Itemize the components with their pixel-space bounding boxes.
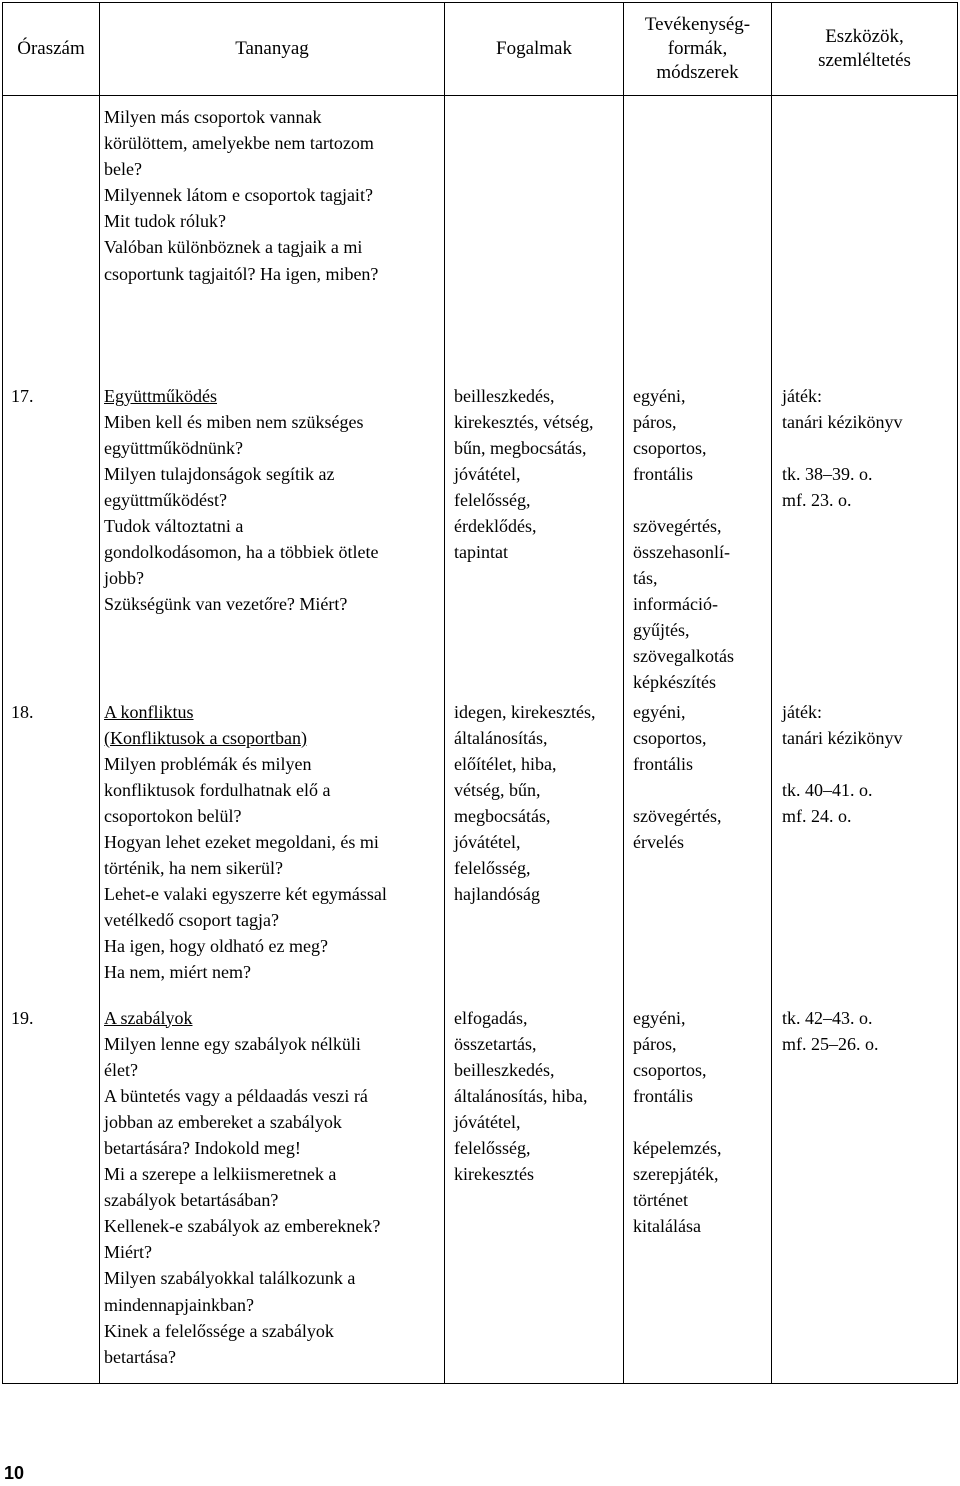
header-fogalmak: Fogalmak [445,3,624,96]
tananyag-line: jobban az embereket a szabályok [104,1111,342,1132]
tananyag-line: Mit tudok róluk? [104,211,226,232]
modszer-line: szövegalkotás [633,646,734,667]
modszerek-cell [624,96,772,383]
tananyag-line: Milyen problémák és milyen [104,753,312,774]
modszer-line: csoportos, [633,1059,707,1080]
row-number: 17. [11,385,34,406]
header-line: Tevékenység- [644,14,751,35]
tananyag-line: szabályok betartásában? [104,1190,279,1211]
eszkozok-cell [772,383,958,699]
tananyag-line: vetélkedő csoport tagja? [104,910,279,931]
tananyag-line: Milyen más csoportok vannak [104,107,322,127]
modszer-line: egyéni, [633,1007,686,1028]
header-line: Eszközök, [825,26,904,47]
eszkoz-line: mf. 24. o. [782,805,852,826]
tananyag-line: csoportunk tagjaitól? Ha igen, miben? [104,263,379,284]
header-modszerek [624,3,772,96]
tananyag-line: Miben kell és miben nem szükséges [104,411,364,432]
tananyag-line: Milyen szabályokkal találkozunk a [104,1268,356,1289]
fogalom-line: beilleszkedés, [454,385,555,406]
fogalmak-cell [445,383,624,699]
tananyag-line: együttműködést? [104,489,227,510]
eszkoz-line: tanári kézikönyv [782,411,903,432]
modszer-line: történet [633,1190,688,1211]
eszkoz-line: játék: [782,385,822,406]
table-row [3,383,958,699]
row-number [3,96,100,383]
header-line: formák, [667,38,728,59]
fogalom-line: jóvátétel, [454,1111,521,1132]
table-row [3,96,958,383]
tananyag-line: Kinek a felelőssége a szabályok [104,1320,334,1341]
fogalom-line: felelősség, [454,1137,531,1158]
tananyag-cell [100,1005,445,1384]
tananyag-line: körülöttem, amelyekbe nem tartozom [104,133,374,154]
tananyag-line: betartása? [104,1346,176,1367]
modszer-line: érvelés [633,831,684,852]
tananyag-line: betartására? Indokold meg! [104,1137,301,1158]
tananyag-line: Milyen tulajdonságok segítik az [104,463,335,484]
fogalom-line: kirekesztés, vétség, [454,411,594,432]
table-row [3,699,958,1005]
modszer-line: frontális [633,1085,693,1106]
tananyag-line: mindennapjainkban? [104,1294,254,1315]
fogalmak-cell [445,1005,624,1384]
fogalom-line: kirekesztés [454,1164,534,1185]
modszer-line: szövegértés, [633,805,722,826]
modszer-line: szerepjáték, [633,1163,719,1184]
modszer-line: egyéni, [633,701,686,722]
tananyag-line: jobb? [104,568,144,589]
fogalom-line: idegen, kirekesztés, [454,701,596,722]
spacer [782,435,953,461]
fogalom-line: megbocsátás, [454,805,551,826]
tananyag-line: Milyen lenne egy szabályok nélküli [104,1033,361,1054]
modszer-line: gyűjtés, [633,620,690,641]
header-line: módszerek [656,62,739,83]
header-tananyag: Tananyag [100,3,445,96]
header-oraszam: Óraszám [3,3,100,96]
eszkoz-line: mf. 25–26. o. [782,1033,879,1054]
tananyag-line: A büntetés vagy a példaadás veszi rá [104,1085,368,1106]
fogalom-line: felelősség, [454,858,531,879]
modszer-line: egyéni, [633,385,686,406]
tananyag-line: Szükségünk van vezetőre? Miért? [104,594,348,615]
eszkozok-cell [772,1005,958,1384]
eszkozok-cell [772,96,958,383]
modszerek-cell [624,383,772,699]
tananyag-cell [100,383,445,699]
modszer-line: frontális [633,753,693,774]
eszkozok-cell [772,699,958,1005]
spacer [782,751,953,777]
modszer-line: csoportos, [633,727,707,748]
modszer-line: képkészítés [633,672,716,693]
eszkoz-line: tk. 42–43. o. [782,1007,873,1028]
fogalom-line: hajlandóság [454,884,540,905]
modszer-line: páros, [633,411,677,432]
spacer [633,777,767,803]
tananyag-line: gondolkodásomon, ha a többiek ötlete [104,542,379,563]
row-number: 18. [11,701,34,722]
fogalom-line: jóvátétel, [454,463,521,484]
fogalom-line: vétség, bűn, [454,779,541,800]
lesson-title: A szabályok [104,1007,193,1028]
fogalom-line: elfogadás, [454,1007,528,1028]
modszer-line: frontális [633,463,693,484]
fogalmak-cell [445,96,624,383]
tananyag-line: Mi a szerepe a lelkiismeretnek a [104,1164,337,1185]
modszerek-cell [624,699,772,1005]
modszer-line: kitalálása [633,1216,701,1237]
modszer-line: páros, [633,1033,677,1054]
lesson-title: A konfliktus [104,701,194,722]
tananyag-line: Hogyan lehet ezeket megoldani, és mi [104,831,379,852]
modszer-line: képelemzés, [633,1137,722,1158]
fogalom-line: felelősség, [454,489,531,510]
eszkoz-line: játék: [782,701,822,722]
fogalom-line: általánosítás, [454,727,548,748]
tananyag-line: élet? [104,1059,138,1080]
fogalom-line: általánosítás, hiba, [454,1085,588,1106]
header-line: szemléltetés [818,50,911,71]
fogalmak-cell [445,699,624,1005]
modszer-line: szövegértés, [633,515,722,536]
fogalom-line: összetartás, [454,1033,537,1054]
tananyag-line: Ha igen, hogy oldható ez meg? [104,936,328,957]
tananyag-line: Valóban különböznek a tagjaik a mi [104,237,363,258]
header-eszkozok [772,3,958,96]
tananyag-line: együttműködnünk? [104,437,243,458]
page-number: 10 [4,1463,25,1483]
fogalom-line: előítélet, hiba, [454,753,557,774]
tananyag-line: csoportokon belül? [104,805,242,826]
modszerek-cell [624,1005,772,1384]
fogalom-line: érdeklődés, [454,515,537,536]
modszer-line: információ- [633,594,718,615]
eszkoz-line: tk. 38–39. o. [782,463,873,484]
fogalom-line: beilleszkedés, [454,1059,555,1080]
curriculum-table [2,2,958,1384]
eszkoz-line: mf. 23. o. [782,489,852,510]
tananyag-line: Ha nem, miért nem? [104,962,251,983]
spacer [633,487,767,513]
lesson-title: Együttműködés [104,385,217,406]
tananyag-cell [100,96,445,383]
eszkoz-line: tanári kézikönyv [782,727,903,748]
modszer-line: összehasonlí- [633,541,730,562]
tananyag-line: Kellenek-e szabályok az embereknek? [104,1216,381,1237]
modszer-line: csoportos, [633,437,707,458]
modszer-line: tás, [633,568,658,589]
tananyag-line: Lehet-e valaki egyszerre két egymással [104,884,387,905]
tananyag-line: Tudok változtatni a [104,515,244,536]
fogalom-line: jóvátétel, [454,831,521,852]
tananyag-line: konfliktusok fordulhatnak elő a [104,779,331,800]
header-row [3,3,958,96]
tananyag-line: Milyennek látom e csoportok tagjait? [104,185,373,206]
table-row [3,1005,958,1384]
row-number: 19. [3,1005,100,1384]
tananyag-line: Miért? [104,1242,152,1263]
spacer [633,1109,767,1135]
lesson-subtitle: (Konfliktusok a csoportban) [104,727,307,748]
tananyag-line: bele? [104,159,142,180]
eszkoz-line: tk. 40–41. o. [782,779,873,800]
tananyag-line: történik, ha nem sikerül? [104,858,283,879]
fogalom-line: tapintat [454,542,508,563]
tananyag-cell [100,699,445,1005]
fogalom-line: bűn, megbocsátás, [454,437,587,458]
